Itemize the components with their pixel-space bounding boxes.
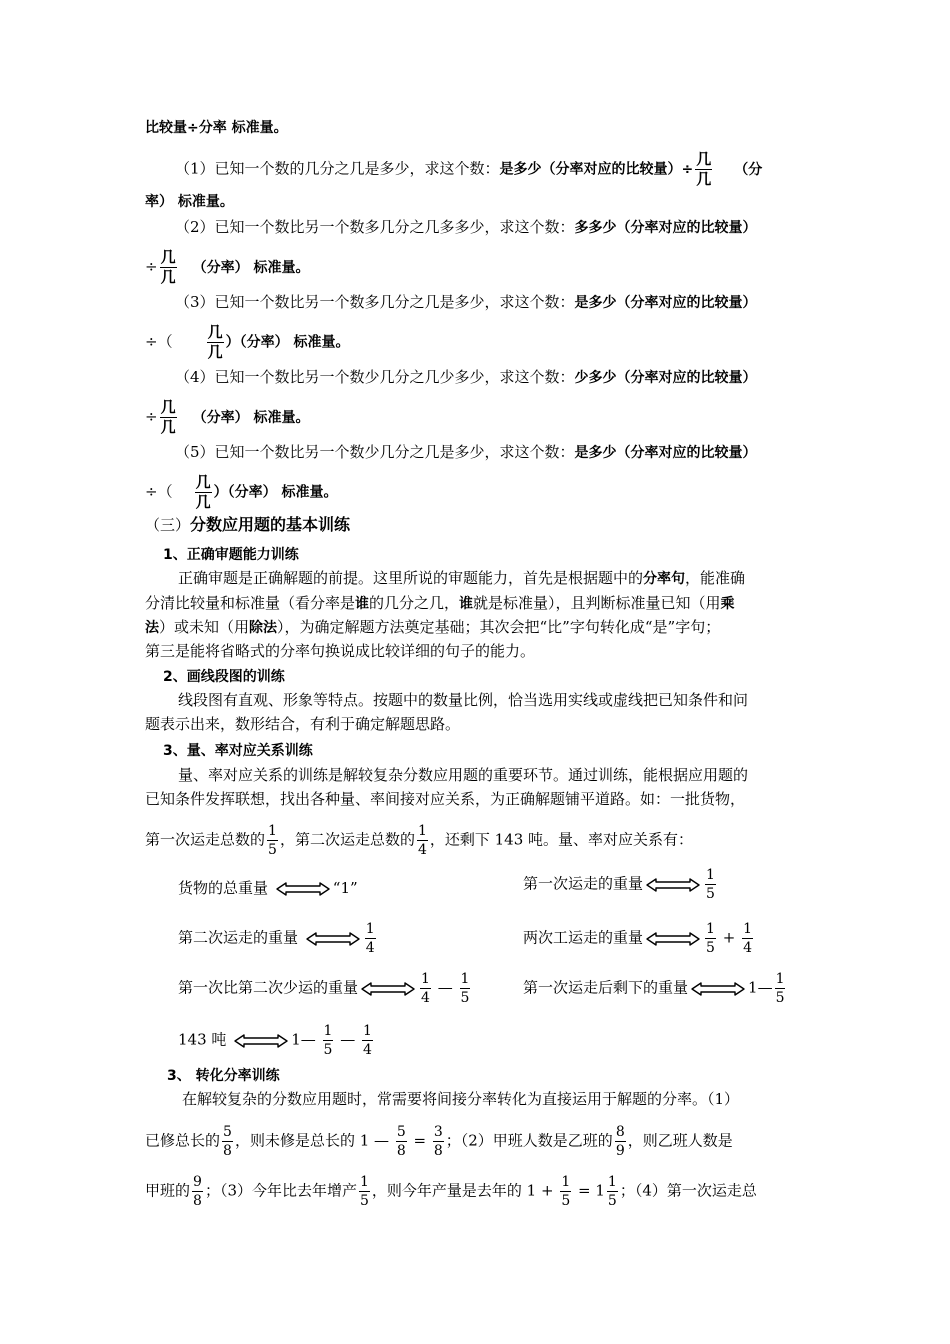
fraction: $\frac{1}{5}$	[706, 867, 715, 902]
rule-5-cont	[145, 475, 337, 510]
fraction: $\frac{9}{8}$	[193, 1174, 202, 1209]
minus-sign: —	[757, 978, 773, 997]
para-text: ）或未知（用	[159, 618, 250, 636]
paragraph-line	[145, 712, 460, 736]
paragraph-line	[145, 787, 745, 811]
para-text: ，则今年产量是去年的 1 +	[371, 1181, 554, 1200]
plus-sign: +	[722, 928, 736, 947]
section-title: 分数应用题的基本训练	[190, 515, 351, 534]
fraction: $\frac{1}{5}$	[775, 971, 785, 1006]
para-bold: 谁	[459, 596, 474, 612]
relation-label: 货物的总重量	[178, 879, 269, 897]
subheading-text: 3、量、率对应关系训练	[163, 743, 313, 759]
divide-sign: ÷	[145, 407, 158, 426]
subheading-2	[163, 664, 285, 689]
text-line	[145, 115, 288, 140]
para-text: ，能准确	[685, 569, 746, 587]
one: 1	[748, 978, 758, 997]
para-text: ，则未修是总长的	[234, 1131, 360, 1150]
fraction: $\frac{3}{8}$	[433, 1124, 443, 1159]
para-text: 甲班的	[145, 1181, 191, 1200]
fraction: $\frac{1}{4}$	[363, 1023, 372, 1058]
para-text: 在解较复杂的分数应用题时，常需要将间接分率转化为直接运用于解题的分率。（1）	[182, 1090, 740, 1108]
relation-first	[523, 868, 718, 901]
rule-1	[175, 152, 762, 187]
para-text: =	[408, 1131, 431, 1150]
rule-1-cont	[145, 189, 234, 214]
rule-bold: 是多少（分率对应的比较量）	[574, 445, 757, 461]
fraction: $\frac{\text{几}}{\text{几}}$	[195, 473, 211, 511]
rule-4	[175, 365, 757, 390]
para-text: 的几分之几，	[369, 594, 460, 612]
fraction: $\frac{1}{4}$	[743, 921, 752, 956]
section-prefix: （三）	[145, 516, 191, 534]
para-text: ；（2）甲班人数是乙班的	[445, 1131, 613, 1150]
relation-label: 第一次运走后剩下的重量	[523, 978, 689, 997]
fraction: $\frac{1}{5}$	[460, 971, 470, 1006]
subheading-3	[163, 738, 313, 763]
fraction: $\frac{\text{几}}{\text{几}}$	[207, 323, 223, 361]
paragraph-line	[182, 1087, 739, 1111]
rule-bold: 是多少（分率对应的比较量）	[574, 295, 757, 311]
paragraph-line	[145, 615, 720, 640]
fraction: $\frac{1}{5}$	[561, 1174, 571, 1209]
rule-3-cont	[145, 325, 349, 360]
para-text: = 1	[573, 1181, 605, 1200]
para-text: ），为确定解题方法奠定基础；其次会把“比”字句转化成“是”字句；	[277, 618, 721, 636]
para-text: 就是标准量），且判断标准量已知（用	[473, 594, 721, 612]
para-text: 量、率对应关系的训练是解较复杂分数应用题的重要环节。通过训练，能根据应用题的	[178, 766, 749, 784]
para-text: 正确审题是正确解题的前提。这里所说的审题能力，首先是根据题中的	[178, 569, 644, 587]
paragraph-line	[145, 824, 693, 857]
divide-sign: ÷（	[145, 332, 173, 351]
subheading-1	[163, 542, 299, 567]
rule-bold: 是多少（分率对应的比较量）÷	[499, 161, 694, 178]
fraction: $\frac{5}{8}$	[223, 1124, 232, 1159]
rule-text: （1）已知一个数的几分之几是多少，求这个数：	[175, 159, 500, 178]
definition-text: 比较量÷分率 标准量。	[145, 120, 288, 136]
divide-sign: ÷（	[145, 482, 173, 501]
para-text: ；（3）今年比去年增产	[204, 1181, 357, 1200]
fraction: $\frac{5}{8}$	[396, 1124, 406, 1159]
rule-bold: （分	[734, 161, 763, 178]
para-bold: 分率句	[643, 571, 686, 587]
subheading-text: 1、正确审题能力训练	[163, 547, 299, 563]
rule-bold: （分率） 标准量。	[192, 259, 310, 276]
paragraph-line	[145, 1175, 757, 1208]
fraction: $\frac{\text{几}}{\text{几}}$	[160, 248, 176, 286]
para-text: 线段图有直观、形象等特点。按题中的数量比例，恰当选用实线或虚线把已知条件和问	[178, 691, 749, 709]
rule-4-cont	[145, 400, 309, 435]
rule-bold: （分率） 标准量。	[192, 409, 310, 426]
rule-bold: 少多少（分率对应的比较量）	[574, 370, 757, 386]
minus-sign: —	[437, 978, 453, 997]
paragraph-line	[145, 639, 535, 663]
section-heading	[145, 513, 350, 537]
relation-143	[178, 1024, 375, 1057]
rule-text: （5）已知一个数比另一个数少几分之几是多少，求这个数：	[175, 443, 575, 461]
rule-5	[175, 440, 757, 465]
double-arrow-icon	[276, 882, 330, 896]
rule-bold: ）（分率） 标准量。	[225, 334, 350, 351]
para-text: 分清比较量和标准量（看分率是	[145, 594, 356, 612]
paragraph-line	[145, 1125, 733, 1158]
para-text: 已修总长的	[145, 1131, 221, 1150]
para-text: ，还剩下 143 吨。量、率对应关系有：	[429, 830, 694, 849]
paragraph-line	[178, 763, 748, 787]
para-bold: 除法	[249, 620, 278, 636]
paragraph-line	[145, 591, 735, 616]
para-bold: 谁	[355, 596, 370, 612]
minus-sign: —	[340, 1030, 356, 1049]
relation-value: “1”	[332, 879, 358, 897]
relation-difference	[178, 972, 472, 1005]
para-text: 1 —	[359, 1131, 390, 1150]
rule-3	[175, 290, 757, 315]
relation-both	[523, 922, 755, 955]
rule-text: （4）已知一个数比另一个数少几分之几少多少，求这个数：	[175, 368, 575, 386]
fraction: $\frac{1}{5}$	[359, 1174, 369, 1209]
one: 1	[291, 1030, 301, 1049]
paragraph-line	[178, 688, 748, 712]
relation-second	[178, 922, 378, 955]
para-bold: 乘	[720, 596, 735, 612]
para-text: ，第二次运走总数的	[279, 830, 415, 849]
fraction: $\frac{1}{5}$	[323, 1023, 333, 1058]
para-text: 第三是能将省略式的分率句换说成比较详细的句子的能力。	[145, 642, 536, 660]
fraction: $\frac{1}{5}$	[268, 823, 277, 858]
rule-bold: ）（分率） 标准量。	[213, 484, 338, 501]
para-text: 题表示出来，数形结合，有利于确定解题思路。	[145, 715, 461, 733]
relation-label: 第一次运走的重量	[523, 874, 644, 893]
relation-label: 第一次比第二次少运的重量	[178, 978, 359, 997]
relation-label: 143 吨	[178, 1030, 227, 1049]
relation-label: 两次工运走的重量	[523, 928, 644, 947]
double-arrow-icon	[306, 932, 360, 946]
rule-bold: 多多少（分率对应的比较量）	[574, 220, 757, 236]
rule-text: （2）已知一个数比另一个数多几分之几多多少，求这个数：	[175, 218, 575, 236]
relation-label: 第二次运走的重量	[178, 928, 299, 947]
para-text: ；（4）第一次运走总	[619, 1181, 757, 1200]
double-arrow-icon	[361, 982, 415, 996]
fraction: $\frac{1}{4}$	[421, 971, 430, 1006]
fraction: $\frac{\text{几}}{\text{几}}$	[696, 150, 712, 188]
subheading-text: 2、画线段图的训练	[163, 669, 285, 685]
rule-bold: 率） 标准量。	[145, 194, 234, 210]
double-arrow-icon	[234, 1034, 288, 1048]
fraction: $\frac{\text{几}}{\text{几}}$	[160, 398, 176, 436]
double-arrow-icon	[646, 878, 700, 892]
subheading-text: 3、 转化分率训练	[167, 1068, 280, 1084]
divide-sign: ÷	[145, 257, 158, 276]
fraction: $\frac{8}{9}$	[615, 1124, 625, 1159]
para-text: 第一次运走总数的	[145, 830, 266, 849]
fraction: $\frac{1}{5}$	[607, 1174, 617, 1209]
fraction: $\frac{1}{4}$	[417, 823, 427, 858]
relation-total	[178, 876, 358, 900]
subheading-4	[167, 1063, 280, 1088]
paragraph-line	[178, 566, 745, 591]
minus-sign: —	[300, 1030, 316, 1049]
fraction: $\frac{1}{4}$	[365, 921, 375, 956]
para-bold: 法	[145, 620, 159, 636]
para-text: 已知条件发挥联想，找出各种量、率间接对应关系，为正确解题铺平道路。如：一批货物，	[145, 790, 746, 808]
relation-remaining	[523, 972, 787, 1005]
para-text: ，则乙班人数是	[627, 1131, 733, 1150]
fraction: $\frac{1}{5}$	[706, 921, 715, 956]
double-arrow-icon	[691, 982, 745, 996]
rule-2	[175, 215, 757, 240]
rule-text: （3）已知一个数比另一个数多几分之几是多少，求这个数：	[175, 293, 575, 311]
rule-2-cont	[145, 250, 309, 285]
double-arrow-icon	[646, 932, 700, 946]
